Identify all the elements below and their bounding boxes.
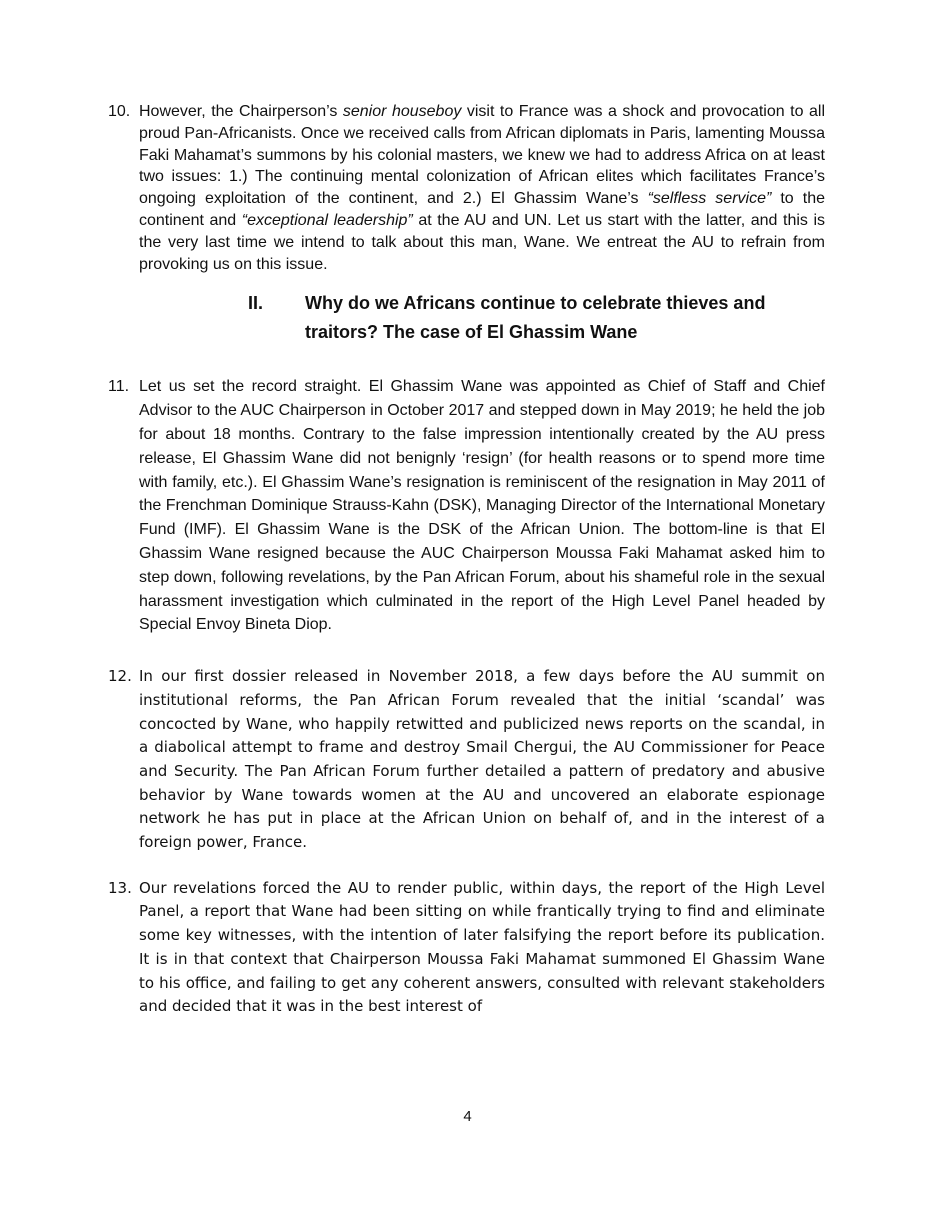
paragraph-12 bbox=[108, 665, 825, 855]
paragraph-11 bbox=[108, 375, 825, 637]
paragraph-10-number: 10. bbox=[108, 103, 131, 120]
paragraph-10-italic-selfless-service: “selfless service” bbox=[647, 190, 772, 208]
paragraph-12-text: In our first dossier released in November 2018, a few days before the AU summit on institutional reforms, the Pan African Forum revealed that the initial ‘scandal’ was concocted by Wane, who happily retwitted and publicized news reports on the scandal, in a diabolical attempt to frame and destroy Smail Chergui, the AU Commissioner for Peace and Security. The Pan African Forum further detailed a pattern of predatory and abusive behavior by Wane towards women at the AU and uncovered an elaborate espionage network he has put in place at the African Union on behalf of, and in the interest of a foreign power, France. bbox=[139, 667, 825, 852]
section-heading bbox=[248, 289, 825, 347]
paragraph-10 bbox=[108, 101, 825, 275]
paragraph-13-text: Our revelations forced the AU to render public, within days, the report of the High Level Panel, a report that Wane had been sitting on while frantically trying to find and eliminate some key witnesses, with the intention of later falsifying the report before its publication. It is in that context that Chairperson Moussa Faki Mahamat summoned El Ghassim Wane to his office, and failing to get any coherent answers, consulted with relevant stakeholders and decided that it was in the best interest of bbox=[139, 878, 825, 1016]
paragraph-10-text: to the continent and bbox=[139, 190, 826, 229]
paragraph-13-number: 13. bbox=[108, 878, 132, 897]
paragraph-10-italic-exceptional-leadership: “exceptional leadership” bbox=[241, 211, 413, 229]
paragraph-10-text: visit to France was a shock and provocation to all proud Pan-Africanists. Once we received calls from African diplomats in Paris, lamenting Moussa Faki Mahamat’s summons by his colonial masters, we knew we had to address Africa on at least two issues: 1.) The continuing mental colonization of African elites which facilitates France’s ongoing exploitation of the continent, and 2.) El Ghassim Wane’s bbox=[139, 103, 826, 208]
section-heading-text: Why do we Africans continue to celebrate thieves and traitors? The case of El Ghassim Wane bbox=[305, 293, 766, 343]
paragraph-11-text: Let us set the record straight. El Ghassim Wane was appointed as Chief of Staff and Chief Advisor to the AUC Chairperson in October 2017 and stepped down in May 2019; he held the job for about 18 months. Contrary to the false impression intentionally created by the AU press release, El Ghassim Wane did not benignly ‘resign’ (for health reasons or to spend more time with family, etc.). El Ghassim Wane’s resignation is reminiscent of the resignation in May 2011 of the Frenchman Dominique Strauss-Kahn (DSK), Managing Director of the International Monetary Fund (IMF). El Ghassim Wane is the DSK of the African Union. The bottom-line is that El Ghassim Wane resigned because the AUC Chairperson Moussa Faki Mahamat asked him to step down, following revelations, by the Pan African Forum, about his shameful role in the sexual harassment investigation which culminated in the report of the High Level Panel headed by Special Envoy Bineta Diop. bbox=[139, 378, 825, 634]
section-heading-numeral: II. bbox=[248, 293, 264, 314]
paragraph-12-number: 12. bbox=[108, 667, 132, 686]
document-body bbox=[108, 101, 825, 1019]
paragraph-10-text: at the AU and UN. Let us start with the latter, and this is the very last time we intend to talk about this man, Wane. We entreat the AU to refrain from provoking us on this issue. bbox=[139, 211, 826, 273]
page-number: 4 bbox=[463, 1108, 472, 1125]
paragraph-10-italic-senior-houseboy: senior houseboy bbox=[342, 103, 462, 120]
paragraph-11-number: 11. bbox=[108, 378, 130, 396]
paragraph-10-text: However, the Chairperson’s bbox=[139, 103, 343, 120]
paragraph-13 bbox=[108, 877, 825, 1019]
